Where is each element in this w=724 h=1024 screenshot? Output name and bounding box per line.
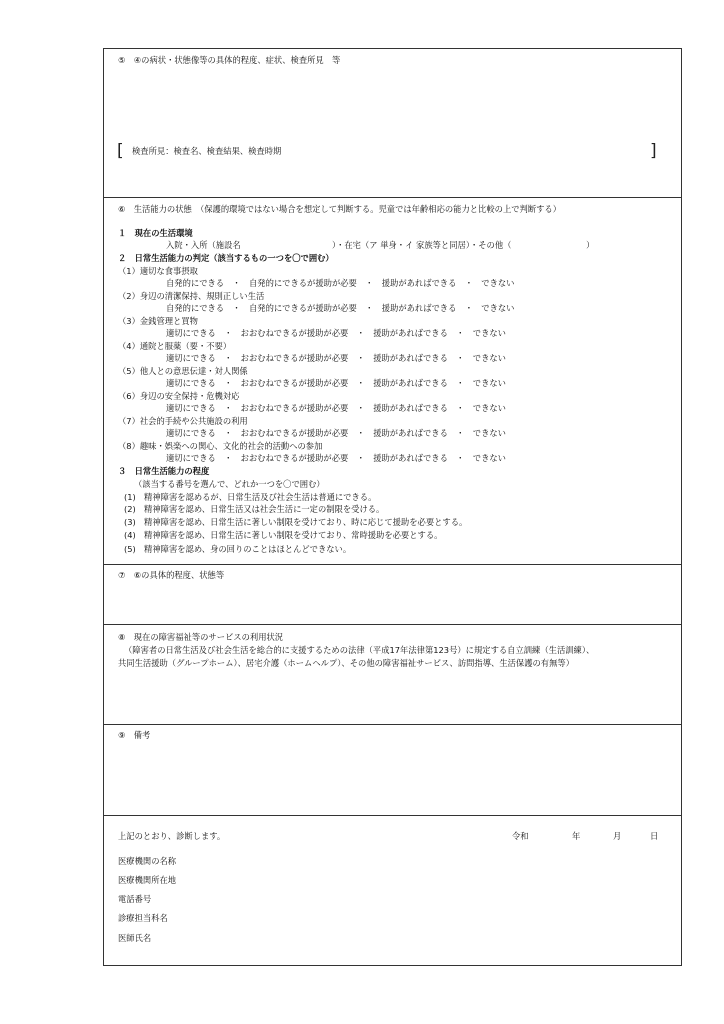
divider-7-8: [104, 624, 681, 625]
sign-field-label: 電話番号: [118, 894, 152, 904]
s7-title: ⑦ ⑥の具体的程度、状態等: [118, 570, 225, 580]
sign-field-label: 医師氏名: [118, 933, 152, 943]
s5-findings: 検査所見：検査名、検査結果、検査時期: [132, 146, 282, 156]
s6-judge-heading: ２ 日常生活能力の判定（該当するもの一つを〇で囲む）: [118, 253, 334, 263]
sign-era: 令和: [512, 831, 529, 841]
s6-degree-heading: ３ 日常生活能力の程度: [118, 466, 210, 476]
s6-title: ⑥ 生活能力の状態 （保護的環境ではない場合を想定して判断する。児童では年齢相応の能力と比較の上で判断する）: [118, 204, 562, 214]
degree-option: (3) 精神障害を認め、日常生活に著しい制限を受けており、時に応じて援助を必要とする。: [124, 517, 468, 527]
sign-month: 月: [613, 831, 622, 841]
ability-item-label: （6）身辺の安全保持・危機対応: [118, 391, 240, 401]
ability-item-label: （5）他人との意思伝達・対人関係: [118, 366, 248, 376]
ability-item-label: （3）金銭管理と買物: [118, 316, 198, 326]
degree-option: (5) 精神障害を認め、身の回りのことはほとんどできない。: [124, 544, 352, 554]
ability-item-options: 自発的にできる ・ 自発的にできるが援助が必要 ・ 援助があればできる ・ できない: [166, 303, 515, 313]
ability-item-options: 適切にできる ・ おおむねできるが援助が必要 ・ 援助があればできる ・ できない: [166, 353, 506, 363]
ability-item-options: 適切にできる ・ おおむねできるが援助が必要 ・ 援助があればできる ・ できない: [166, 428, 506, 438]
s6-degree-note: （該当する番号を選んで、どれか一つを〇で囲む）: [134, 479, 325, 489]
sign-year: 年: [572, 831, 581, 841]
sign-field-label: 医療機関の名称: [118, 856, 177, 866]
ability-item-options: 適切にできる ・ おおむねできるが援助が必要 ・ 援助があればできる ・ できない: [166, 328, 506, 338]
sign-field-label: 医療機関所在地: [118, 875, 177, 885]
degree-option: (2) 精神障害を認め、日常生活又は社会生活に一定の制限を受ける。: [124, 504, 385, 514]
ability-item-label: （8）趣味・娯楽への関心、文化的社会的活動への参加: [118, 441, 323, 451]
s8-title: ⑧ 現在の障害福祉等のサービスの利用状況: [118, 632, 284, 642]
degree-option: (4) 精神障害を認め、日常生活に著しい制限を受けており、常時援助を必要とする。: [124, 530, 443, 540]
s5-title: ⑤ ④の病状・状態像等の具体的程度、症状、検査所見 等: [118, 55, 341, 65]
s8-line1: （障害者の日常生活及び社会生活を総合的に支援するための法律（平成17年法律第123号）に規定する自立訓練（生活訓練）、: [124, 645, 595, 655]
sign-day: 日: [650, 831, 659, 841]
divider-6-7: [104, 564, 681, 565]
s6-env-detail: 入院・入所（施設名 ）・在宅（ア 単身・イ 家族等と同居）・その他（ ）: [166, 240, 595, 250]
degree-option: (1) 精神障害を認めるが、日常生活及び社会生活は普通にできる。: [124, 492, 377, 502]
divider-8-9: [104, 724, 681, 725]
ability-item-label: （2）身辺の清潔保持、規則正しい生活: [118, 291, 265, 301]
sign-statement: 上記のとおり、診断します。: [118, 831, 226, 841]
ability-item-options: 自発的にできる ・ 自発的にできるが援助が必要 ・ 援助があればできる ・ できない: [166, 278, 515, 288]
sign-field-label: 診療担当科名: [118, 913, 168, 923]
left-bracket: [: [117, 141, 124, 161]
ability-item-label: （4）通院と服薬（要・不要）: [118, 341, 232, 351]
ability-item-label: （7）社会的手続や公共施設の利用: [118, 416, 248, 426]
ability-item-label: （1）適切な食事摂取: [118, 266, 198, 276]
divider-9-sign: [104, 815, 681, 816]
s9-title: ⑨ 備考: [118, 730, 151, 740]
certificate-form: [103, 48, 682, 966]
divider-5-6: [104, 197, 681, 198]
ability-item-options: 適切にできる ・ おおむねできるが援助が必要 ・ 援助があればできる ・ できない: [166, 403, 506, 413]
ability-item-options: 適切にできる ・ おおむねできるが援助が必要 ・ 援助があればできる ・ できない: [166, 453, 506, 463]
s6-env-heading: １ 現在の生活環境: [118, 228, 193, 238]
s8-line2: 共同生活援助（グループホーム）、居宅介護（ホームヘルプ）、その他の障害福祉サービス、訪問指導、生活保護の有無等）: [118, 658, 574, 668]
right-bracket: ]: [650, 141, 657, 161]
ability-item-options: 適切にできる ・ おおむねできるが援助が必要 ・ 援助があればできる ・ できない: [166, 378, 506, 388]
